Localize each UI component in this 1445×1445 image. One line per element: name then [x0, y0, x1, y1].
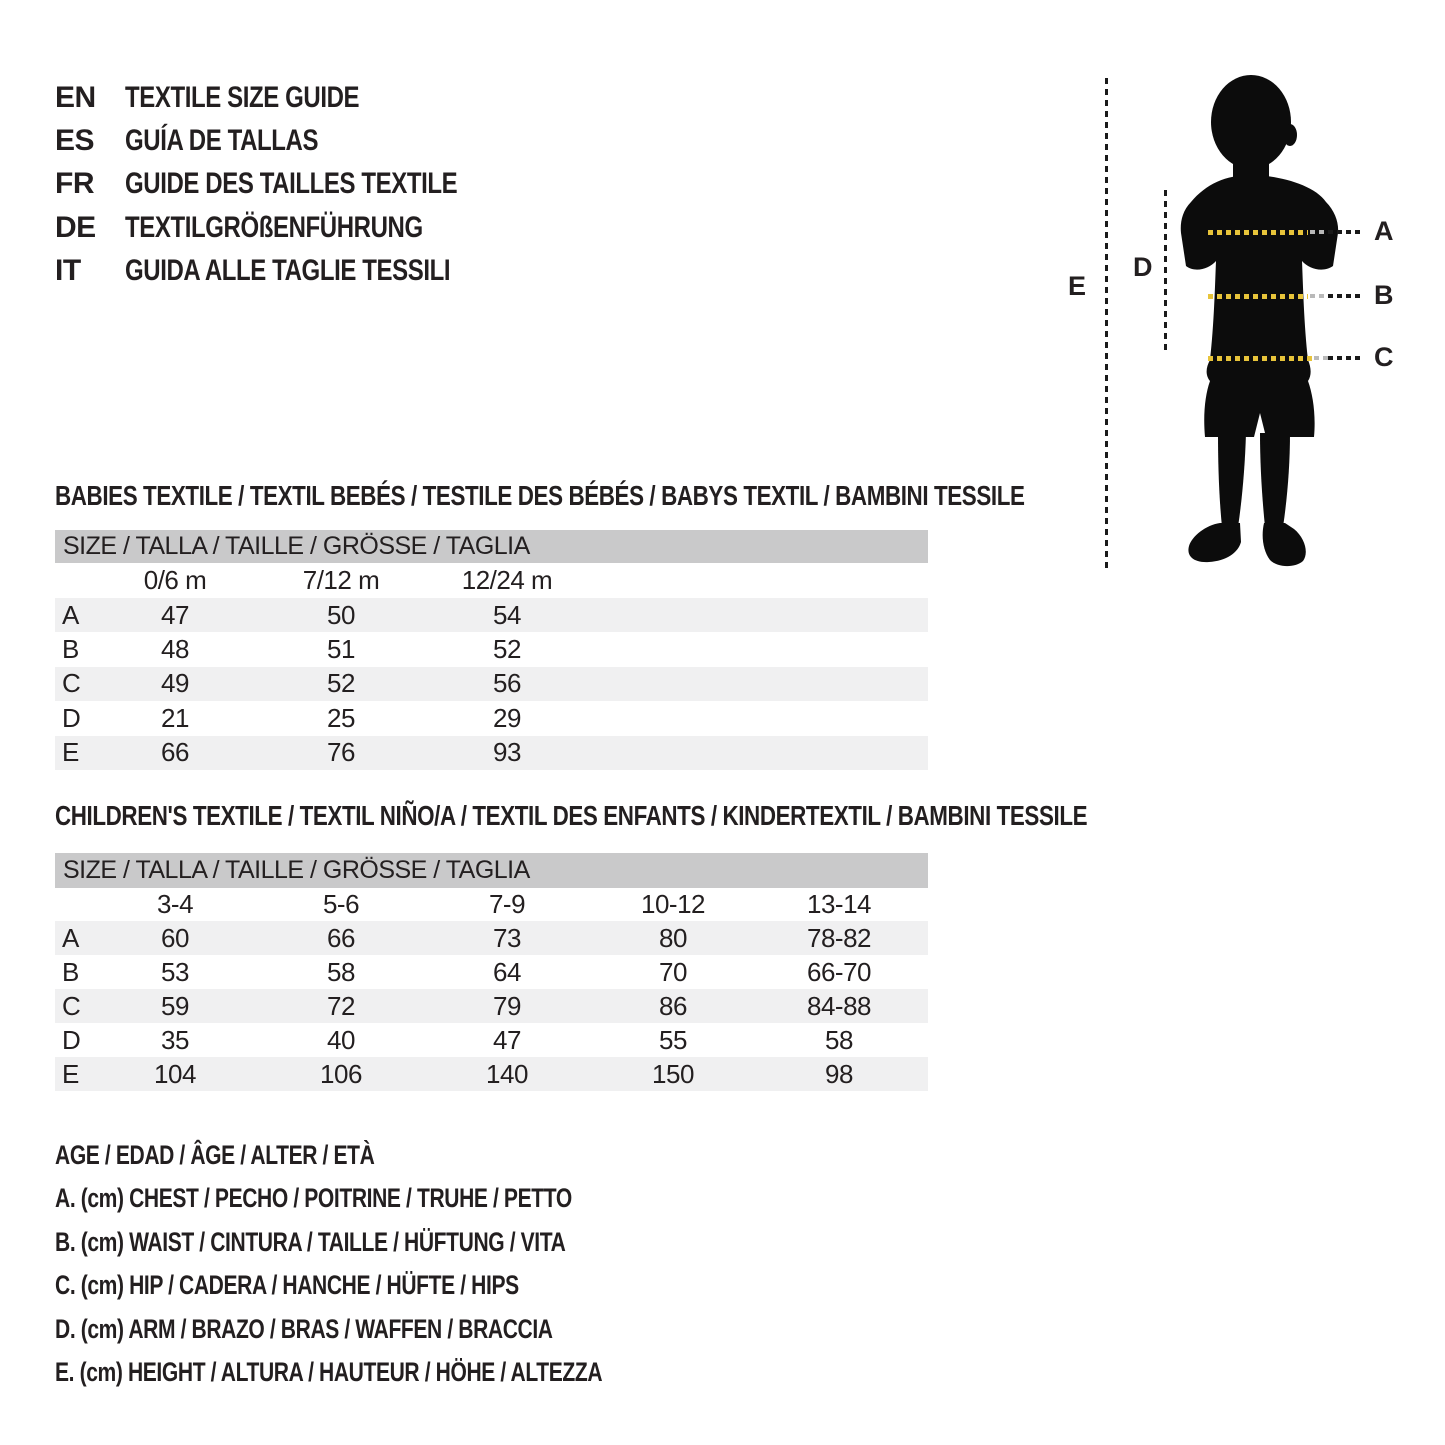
cell: 54: [493, 599, 521, 630]
cell: 150: [652, 1058, 694, 1089]
cell: 73: [493, 922, 521, 953]
cell: 49: [161, 668, 189, 699]
chest-line-a-fade: [1310, 230, 1326, 234]
cell: 64: [493, 956, 521, 987]
cell: 50: [327, 599, 355, 630]
row-label: E: [62, 737, 79, 768]
legend-age-line: AGE / EDAD / ÂGE / ALTER / ETÀ: [55, 1140, 375, 1170]
cell: 53: [161, 956, 189, 987]
children-size-header-text: SIZE / TALLA / TAILLE / GRÖSSE / TAGLIA: [63, 856, 530, 884]
cell: 80: [659, 922, 687, 953]
measure-label-d: D: [1133, 252, 1152, 282]
guide-title-en: TEXTILE SIZE GUIDE: [125, 81, 360, 114]
cell: 58: [327, 956, 355, 987]
cell: 66-70: [807, 956, 871, 987]
row-label: B: [62, 956, 79, 987]
babies-row-c: [55, 667, 928, 701]
arm-measure-line-d: [1164, 190, 1167, 352]
silhouette-right-shoe: [1263, 523, 1306, 566]
silhouette-left-shoe: [1188, 523, 1241, 562]
children-col-3-4: 3-4: [156, 889, 194, 919]
guide-title-es: GUÍA DE TALLAS: [125, 124, 319, 158]
cell: 52: [327, 668, 355, 699]
cell: 52: [493, 634, 521, 665]
cell: 104: [154, 1058, 196, 1089]
row-label: C: [62, 668, 81, 699]
babies-col-7-12m: 7/12 m: [302, 565, 380, 595]
language-code: FR: [55, 167, 94, 201]
children-row-e: [55, 1057, 928, 1091]
cell: 47: [493, 1024, 521, 1055]
children-row-b: [55, 955, 928, 989]
cell: 66: [327, 922, 355, 953]
hip-line-c-yellow: [1208, 356, 1312, 361]
children-size-header-bar: [55, 853, 928, 888]
cell: 72: [327, 990, 355, 1021]
language-row-en: [55, 76, 540, 119]
cell: 21: [161, 702, 189, 733]
cell: 86: [659, 990, 687, 1021]
silhouette-shorts: [1204, 381, 1314, 437]
children-col-10-12: 10-12: [641, 889, 705, 919]
babies-row-d: [55, 701, 928, 735]
measure-label-c: C: [1374, 342, 1393, 372]
row-label: D: [62, 702, 81, 733]
cell: 51: [327, 634, 355, 665]
legend-waist-line: B. (cm) WAIST / CINTURA / TAILLE / HÜFTUNG / VITA: [55, 1226, 566, 1257]
language-row-de: [55, 206, 540, 249]
children-row-d: [55, 1023, 928, 1057]
cell: 59: [161, 990, 189, 1021]
cell: 60: [161, 922, 189, 953]
babies-row-e: [55, 736, 928, 770]
row-label: E: [62, 1058, 79, 1089]
legend-hip-line: C. (cm) HIP / CADERA / HANCHE / HÜFTE / HIPS: [55, 1270, 519, 1301]
language-header: [55, 76, 540, 292]
legend-chest-line: A. (cm) CHEST / PECHO / POITRINE / TRUHE / PETTO: [55, 1183, 572, 1214]
language-row-es: [55, 119, 540, 162]
cell: 78-82: [807, 922, 871, 953]
babies-col-0-6m: 0/6 m: [143, 565, 207, 595]
babies-size-header-bar: [55, 530, 928, 563]
children-section-title: CHILDREN'S TEXTILE / TEXTIL NIÑO/A / TEXTIL DES ENFANTS / KINDERTEXTIL / BAMBINI TESSILE: [55, 800, 1088, 831]
waist-line-b-yellow: [1208, 294, 1308, 299]
guide-title-de: TEXTILGRÖßENFÜHRUNG: [125, 210, 423, 244]
measurement-legend: [55, 1134, 756, 1394]
language-code: IT: [55, 253, 81, 287]
chest-line-a-yellow: [1208, 230, 1308, 235]
cell: 106: [320, 1058, 362, 1089]
silhouette-torso: [1181, 175, 1338, 381]
children-row-a: [55, 921, 928, 955]
cell: 98: [825, 1058, 853, 1089]
hip-line-c-dark: [1328, 356, 1364, 360]
cell: 35: [161, 1024, 189, 1055]
babies-col-12-24m: 12/24 m: [461, 565, 553, 595]
cell: 66: [161, 737, 189, 768]
cell: 76: [327, 737, 355, 768]
language-row-it: [55, 249, 540, 292]
cell: 55: [659, 1024, 687, 1055]
waist-line-b-dark: [1328, 294, 1364, 298]
waist-line-b-fade: [1310, 294, 1326, 298]
children-row-c: [55, 989, 928, 1023]
guide-title-it: GUIDA ALLE TAGLIE TESSILI: [125, 253, 451, 287]
babies-section-title: BABIES TEXTILE / TEXTIL BEBÉS / TESTILE DES BÉBÉS / BABYS TEXTIL / BAMBINI TESSILE: [55, 480, 1025, 511]
cell: 93: [493, 737, 521, 768]
babies-size-header-text: SIZE / TALLA / TAILLE / GRÖSSE / TAGLIA: [63, 532, 530, 560]
language-code: ES: [55, 124, 95, 158]
cell: 84-88: [807, 990, 871, 1021]
row-label: D: [62, 1024, 81, 1055]
guide-title-fr: GUIDE DES TAILLES TEXTILE: [125, 167, 458, 201]
legend-arm-line: D. (cm) ARM / BRAZO / BRAS / WAFFEN / BRACCIA: [55, 1313, 553, 1344]
row-label: A: [62, 599, 79, 630]
cell: 140: [486, 1058, 528, 1089]
language-code: DE: [55, 210, 96, 244]
hip-line-c-fade: [1314, 356, 1328, 360]
cell: 47: [161, 599, 189, 630]
language-code: EN: [55, 81, 96, 114]
cell: 79: [493, 990, 521, 1021]
cell: 40: [327, 1024, 355, 1055]
cell: 58: [825, 1024, 853, 1055]
cell: 48: [161, 634, 189, 665]
babies-table: [55, 563, 928, 770]
cell: 25: [327, 702, 355, 733]
children-table: [55, 888, 928, 1091]
children-column-header-row: [55, 888, 928, 921]
children-col-7-9: 7-9: [488, 889, 526, 919]
legend-height-line: E. (cm) HEIGHT / ALTURA / HAUTEUR / HÖHE / ALTEZZA: [55, 1357, 603, 1388]
measure-label-b: B: [1374, 280, 1393, 310]
cell: 29: [493, 702, 521, 733]
cell: 56: [493, 668, 521, 699]
silhouette-ear: [1283, 124, 1297, 146]
row-label: A: [62, 922, 79, 953]
measure-label-a: A: [1374, 216, 1393, 246]
children-col-13-14: 13-14: [807, 889, 871, 919]
row-label: C: [62, 990, 81, 1021]
measure-label-e: E: [1068, 271, 1086, 301]
chest-line-a-dark: [1328, 230, 1364, 234]
children-col-5-6: 5-6: [322, 889, 360, 919]
babies-row-a: [55, 598, 928, 632]
babies-row-b: [55, 632, 928, 666]
language-row-fr: [55, 162, 540, 205]
babies-column-header-row: [55, 563, 928, 598]
row-label: B: [62, 634, 79, 665]
cell: 70: [659, 956, 687, 987]
